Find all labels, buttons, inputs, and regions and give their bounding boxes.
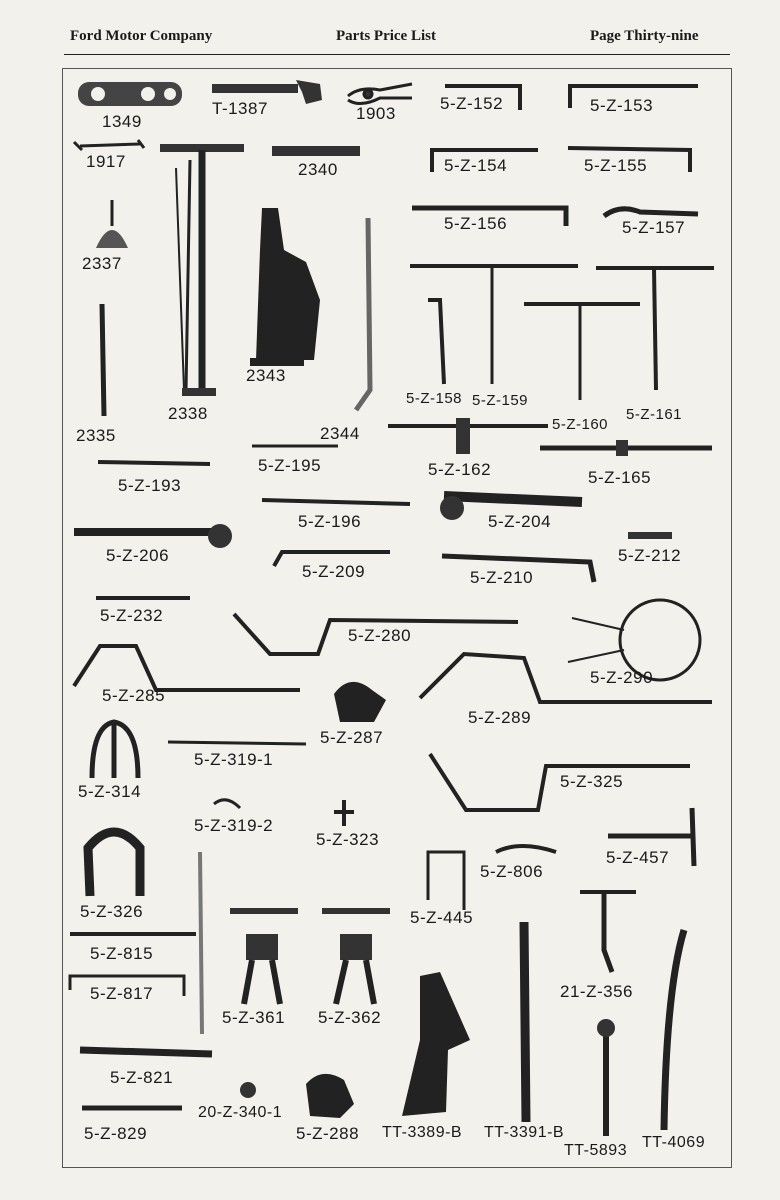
- part-label: 5-Z-162: [428, 460, 492, 479]
- tool-5z288-illustration: [306, 1074, 354, 1118]
- part-label: 5-Z-155: [584, 156, 648, 175]
- tool-2337-illustration: [96, 200, 128, 248]
- tool-2338-illustration: [160, 144, 244, 396]
- part-label: 5-Z-161: [626, 406, 683, 423]
- part-label: 5-Z-157: [622, 218, 686, 237]
- tool-5z323-illustration: [334, 800, 354, 826]
- part-label: 5-Z-232: [100, 606, 164, 625]
- part-label: T-1387: [212, 99, 268, 118]
- tool-2343-illustration: [250, 208, 320, 366]
- tool-tt3391b-illustration: [524, 922, 526, 1122]
- tool-5z193-illustration: [98, 462, 210, 464]
- tool-tt4069-illustration: [664, 930, 684, 1130]
- tool-20z3401-illustration: [240, 1082, 256, 1098]
- tool-5z821-illustration: [80, 1050, 212, 1054]
- part-label: 5-Z-153: [590, 96, 654, 115]
- tool-5z362-illustration: [322, 908, 390, 1004]
- part-label: 5-Z-290: [590, 668, 654, 687]
- part-label: 5-Z-280: [348, 626, 412, 645]
- part-label: 2337: [82, 254, 122, 273]
- part-label: 5-Z-323: [316, 830, 380, 849]
- part-label: 5-Z-326: [80, 902, 144, 921]
- part-label: 5-Z-319-1: [194, 750, 274, 769]
- tool-5z159-illustration: [410, 266, 578, 384]
- tool-2335-illustration: [102, 304, 104, 416]
- tool-1903-illustration: [348, 84, 412, 104]
- part-label: 5-Z-362: [318, 1008, 382, 1027]
- tool-5z319-1-illustration: [168, 742, 306, 744]
- part-label: 5-Z-821: [110, 1068, 174, 1087]
- part-label: 5-Z-288: [296, 1124, 360, 1143]
- header-title: Parts Price List: [336, 28, 436, 44]
- tool-1349-illustration: [78, 82, 182, 106]
- part-label: 5-Z-289: [468, 708, 532, 727]
- header-company: Ford Motor Company: [70, 28, 213, 44]
- part-label: 5-Z-154: [444, 156, 508, 175]
- part-label: TT-3391-B: [484, 1124, 565, 1141]
- part-label: 5-Z-195: [258, 456, 322, 475]
- part-label: 5-Z-159: [472, 392, 529, 409]
- part-label: 5-Z-210: [470, 568, 534, 587]
- tool-tt5893-illustration: [597, 1019, 615, 1136]
- part-label: 5-Z-206: [106, 546, 170, 565]
- part-label: 1903: [356, 104, 396, 123]
- tool-5z158-illustration: [428, 300, 444, 384]
- part-label: TT-5893: [564, 1142, 628, 1159]
- tool-5z206-illustration: [74, 524, 232, 548]
- part-label: 2335: [76, 426, 116, 445]
- tool-5z165-illustration: [540, 440, 712, 456]
- part-label: 5-Z-193: [118, 476, 182, 495]
- part-label: 5-Z-319-2: [194, 816, 274, 835]
- part-label: 5-Z-152: [440, 94, 504, 113]
- part-label: 5-Z-829: [84, 1124, 148, 1143]
- tool-tt3389b-illustration: [402, 972, 470, 1116]
- tool-5z161-illustration: [596, 268, 714, 390]
- part-label: 5-Z-325: [560, 772, 624, 791]
- tool-5z196-illustration: [262, 500, 410, 504]
- tool-1917-illustration: [74, 140, 144, 150]
- tool-5z361-illustration: [230, 908, 298, 1004]
- tool-5z157-illustration: [604, 209, 698, 216]
- tool-5z160-illustration: [524, 304, 640, 400]
- part-label: 5-Z-817: [90, 984, 154, 1003]
- tool-5z314-illustration: [92, 722, 138, 778]
- part-label: 5-Z-457: [606, 848, 670, 867]
- part-label: TT-4069: [642, 1134, 706, 1151]
- part-label: 5-Z-160: [552, 416, 609, 433]
- part-label: 5-Z-314: [78, 782, 142, 801]
- part-label: 5-Z-212: [618, 546, 682, 565]
- tool-5z445-illustration: [428, 852, 464, 910]
- part-label: 21-Z-356: [560, 982, 633, 1001]
- part-label: 5-Z-158: [406, 390, 463, 407]
- tool-21z356-illustration: [580, 892, 636, 972]
- part-label: 5-Z-445: [410, 908, 474, 927]
- part-label: 5-Z-361: [222, 1008, 286, 1027]
- tool-rod-illustration: [200, 852, 202, 1034]
- part-label: 20-Z-340-1: [198, 1104, 283, 1121]
- part-label: 2344: [320, 424, 360, 443]
- part-label: 5-Z-204: [488, 512, 552, 531]
- part-label: 2340: [298, 160, 338, 179]
- part-label: 5-Z-285: [102, 686, 166, 705]
- part-label: 5-Z-156: [444, 214, 508, 233]
- part-label: 5-Z-806: [480, 862, 544, 881]
- part-label: 2343: [246, 366, 286, 385]
- part-label: 5-Z-287: [320, 728, 384, 747]
- tool-2344-illustration: [356, 218, 370, 410]
- part-label: TT-3389-B: [382, 1124, 463, 1141]
- part-label: 5-Z-815: [90, 944, 154, 963]
- tool-5z326-illustration: [88, 832, 140, 896]
- part-label: 1917: [86, 152, 126, 171]
- tool-2340-illustration: [272, 146, 360, 156]
- tool-5z319-2-illustration: [214, 800, 240, 808]
- tool-5z287-illustration: [334, 682, 386, 722]
- part-label: 5-Z-165: [588, 468, 652, 487]
- part-label: 1349: [102, 112, 142, 131]
- tool-5z806-illustration: [496, 846, 556, 852]
- part-label: 5-Z-209: [302, 562, 366, 581]
- part-label: 5-Z-196: [298, 512, 362, 531]
- tool-5z212-illustration: [628, 532, 672, 539]
- part-label: 2338: [168, 404, 208, 423]
- header-page-number: Page Thirty-nine: [590, 28, 699, 44]
- tool-5z162-illustration: [388, 418, 548, 454]
